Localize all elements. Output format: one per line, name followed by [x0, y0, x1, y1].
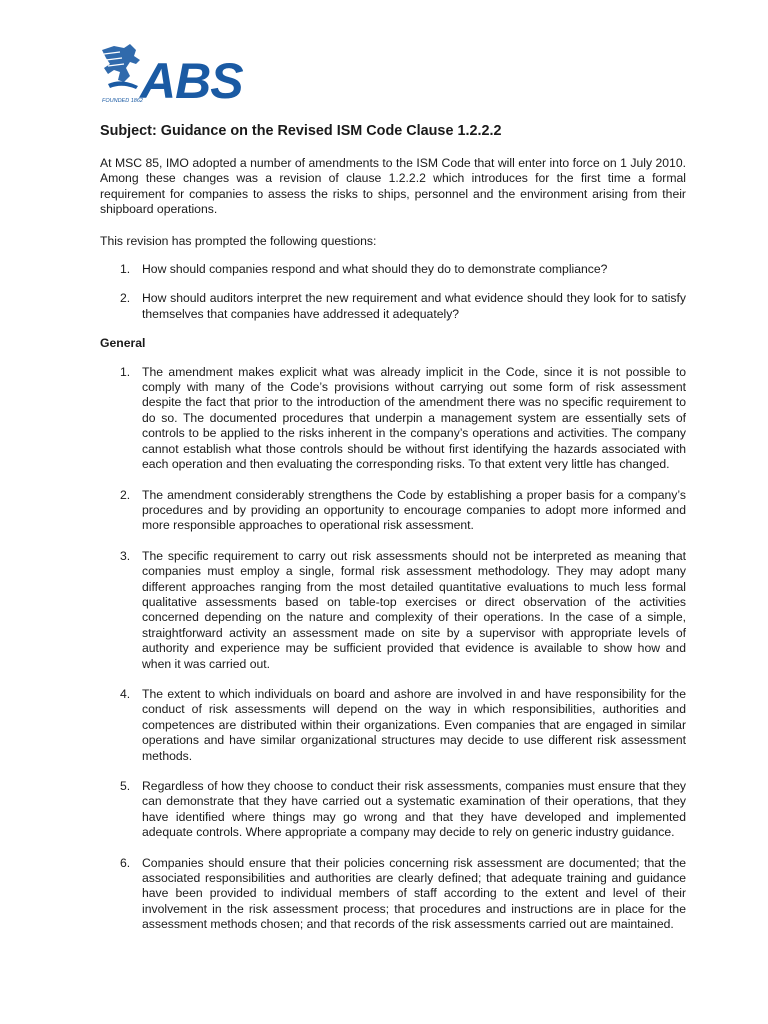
list-text: The specific requirement to carry out risk assessments should not be interpreted as meaning that companies must employ a single, formal risk assessment methodology. They may adopt many different approaches ranging from the most detailed quantitative evaluations to much less formal qualitative assessments based on table-top exercises or direct observation of the activities concerned depending on the nature and complexity of their operations. In the case of a simple, straightforward activity an assessment made on site by a supervisor with appropriate levels of authority and experience may be sufficient provided that evidence is available to show how and when it was carried out.	[142, 548, 686, 671]
list-text: How should auditors interpret the new requirement and what evidence should they look for to satisfy themselves that companies have addressed it adequately?	[142, 291, 686, 321]
abs-logo	[100, 42, 266, 104]
page-title: Subject: Guidance on the Revised ISM Code Clause 1.2.2.2	[100, 123, 502, 139]
list-item	[100, 365, 686, 473]
list-number: 2.	[120, 487, 131, 502]
list-number: 6.	[120, 855, 131, 870]
list-number: 2.	[120, 291, 131, 306]
list-item	[100, 779, 686, 841]
list-number: 4.	[120, 686, 131, 701]
intro-paragraph: At MSC 85, IMO adopted a number of amendments to the ISM Code that will enter into force on 1 July 2010. Among these changes was a revision of clause 1.2.2.2 which introduces for the first time a formal requirement for companies to assess the risks to ships, personnel and the environment arising from their shipboard operations.	[100, 156, 686, 217]
abs-logo-tagline: FOUNDED 1862	[102, 98, 143, 104]
document-body	[100, 122, 686, 948]
list-number: 1.	[120, 364, 131, 379]
list-item	[100, 549, 686, 672]
list-number: 5.	[120, 779, 131, 793]
abs-logo-text: ABS	[140, 53, 243, 104]
list-number: 1.	[120, 262, 131, 277]
list-item	[100, 291, 686, 322]
list-text: The amendment makes explicit what was already implicit in the Code, since it is not possible to comply with many of the Code’s provisions without carrying out some form of risk assessment despite the fact that prior to the introduction of the amendment there was no specific requirement to do so. The documented procedures that underpin a management system are essentially sets of controls to be applied to the risks inherent in the company’s operations and activities. The company cannot establish what those controls should be without first identifying the hazards associated with each operation and then evaluating the corresponding risks. To that extent very little has changed.	[142, 364, 686, 472]
list-number: 3.	[120, 548, 131, 563]
list-item	[100, 488, 686, 534]
section-heading-general: General	[100, 336, 146, 351]
list-text: Companies should ensure that their policies concerning risk assessment are documented; that the associated responsibilities and authorities are clearly defined; that adequate training and guidance have been provided to individual members of staff according to the extent and level of their involvement in the risk assessment process; that procedures and instructions are in place for the assessment methods chosen; and that records of the risk assessments carried out are maintained.	[142, 855, 686, 932]
list-text: How should companies respond and what should they do to demonstrate compliance?	[142, 262, 608, 277]
list-item	[100, 856, 686, 933]
list-text: The amendment considerably strengthens the Code by establishing a proper basis for a company’s procedures and by providing an opportunity to encourage companies to adopt more informed and more responsible approaches to operational risk assessment.	[142, 487, 686, 533]
list-text: The extent to which individuals on board and ashore are involved in and have responsibility for the conduct of risk assessments will depend on the way in which responsibilities, authorities and competences are distributed within their organizations. Even companies that are engaged in similar operations and have similar organizational structures may decide to use different risk assessment methods.	[142, 686, 686, 763]
list-item	[100, 687, 686, 764]
general-list	[100, 365, 686, 933]
eagle-logo-icon	[100, 42, 266, 104]
questions-list	[100, 262, 686, 322]
questions-lead: This revision has prompted the following questions:	[100, 233, 377, 248]
list-text: Regardless of how they choose to conduct their risk assessments, companies must ensure that they can demonstrate that they have carried out a systematic examination of their operations, that they have identified where things may go wrong and that they have developed and implemented adequate controls. Where appropriate a company may decide to rely on generic industry guidance.	[142, 779, 686, 840]
list-item	[100, 262, 686, 277]
